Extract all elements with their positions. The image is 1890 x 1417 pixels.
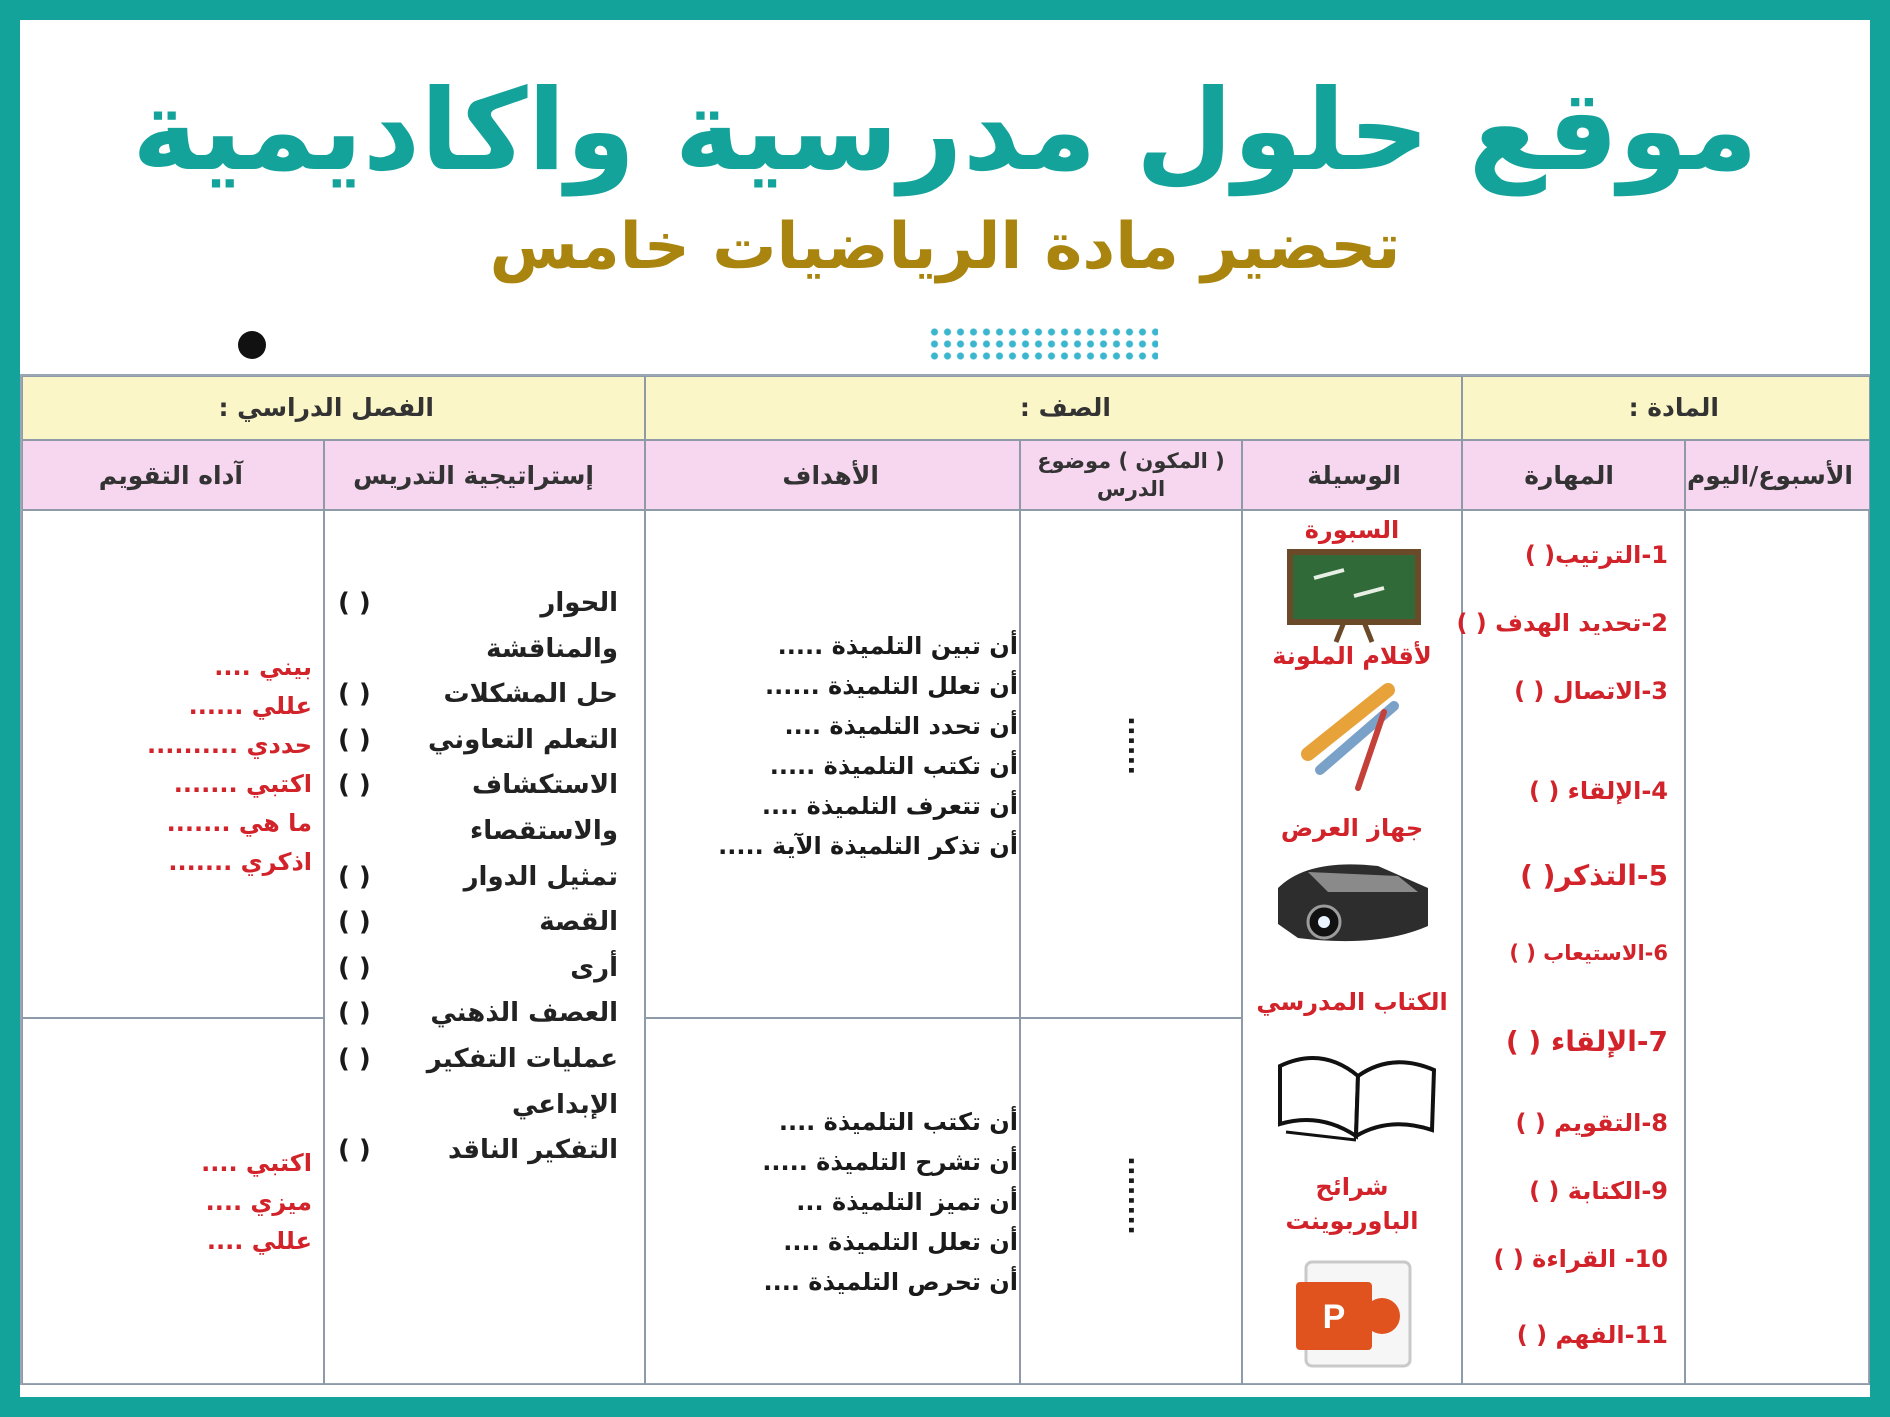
skill-item: 1-الترتيب( ) <box>1524 541 1668 569</box>
assessment-item: عللي .... <box>206 1227 312 1255</box>
assessment-item: ميزي .... <box>205 1188 312 1216</box>
assessment-item: بيني .... <box>214 653 312 681</box>
header-goals <box>645 440 1020 510</box>
goal-item: أن تعلل التلميذة .... <box>783 1228 1018 1256</box>
header-week-day <box>1685 440 1870 510</box>
skill-item: 6-الاستيعاب ( ) <box>1509 941 1668 965</box>
assessment-item: ما هي ....... <box>166 809 312 837</box>
header-lesson <box>1020 440 1242 510</box>
header-skill-label: المهارة <box>1524 461 1614 490</box>
strategy-item: التعلم التعاوني ( ) <box>338 724 618 755</box>
assessment-list-1 <box>122 648 312 882</box>
lesson-placeholder-2: ........ <box>1122 1156 1152 1236</box>
goal-item: أن تشرح التلميذة ..... <box>762 1148 1018 1176</box>
pencils-icon <box>1298 676 1408 796</box>
skill-item: 7-الإلقاء ( ) <box>1505 1025 1668 1058</box>
lesson-plan-table <box>20 374 1870 1385</box>
skill-item: 10- القراءة ( ) <box>1493 1245 1668 1273</box>
site-title: موقع حلول مدرسية واكاديمية <box>132 66 1758 196</box>
strategy-item: الإبداعي <box>511 1089 618 1120</box>
svg-text:P: P <box>1322 1298 1346 1336</box>
goal-item: أن تتعرف التلميذة .... <box>761 792 1018 820</box>
tool-book-label: الكتاب المدرسي <box>1256 988 1448 1016</box>
assessment-list-2 <box>122 1144 312 1261</box>
strategy-list <box>338 581 638 1174</box>
goal-item: أن تكتب التلميذة ..... <box>769 752 1018 780</box>
tool-powerpoint-label: شرائح الباوربوينت <box>1285 1173 1419 1235</box>
tool-pencils-label: لأقلام الملونة <box>1272 642 1432 670</box>
header-lesson-label: ( المكون ) موضوع الدرس <box>1037 449 1225 501</box>
projector-icon <box>1268 848 1438 958</box>
decorative-dot <box>238 331 266 359</box>
goals-list-1 <box>678 626 1018 866</box>
header-strategy-label: إستراتيجية التدريس <box>353 461 594 490</box>
week-day-body <box>1685 510 1870 1385</box>
blackboard-icon <box>1284 548 1424 644</box>
tool-projector-label: جهاز العرض <box>1280 814 1424 842</box>
header-goals-label: الأهداف <box>782 461 879 490</box>
subject-label: المادة : <box>1628 393 1719 422</box>
strategy-item: العصف الذهني ( ) <box>338 998 618 1029</box>
assessment-item: اكتبي .... <box>201 1149 312 1177</box>
header-tool <box>1242 440 1462 510</box>
goal-item: أن تعلل التلميذة ...... <box>764 672 1018 700</box>
goal-item: أن تكتب التلميذة .... <box>778 1108 1018 1136</box>
goal-item: أن تميز التلميذة ... <box>796 1188 1018 1216</box>
assessment-item: حددي .......... <box>147 731 312 759</box>
skill-item: 4-الإلقاء ( ) <box>1529 777 1668 805</box>
lesson-placeholder-1: ...... <box>1122 716 1152 776</box>
header-assessment-label: آداه التقويم <box>98 461 243 490</box>
skill-item: 8-التقويم ( ) <box>1515 1109 1668 1137</box>
strategy-item: الحوار ( ) <box>338 588 618 618</box>
assessment-item: اذكري ....... <box>168 848 312 876</box>
subject-cell <box>1462 376 1870 440</box>
header-week-day-label: الأسبوع/اليوم <box>1686 461 1853 490</box>
strategy-item: عمليات التفكير ( ) <box>338 1043 618 1074</box>
grade-label: الصف : <box>1019 393 1111 422</box>
assessment-item: اكتبي ....... <box>173 770 312 798</box>
skill-item: 2-تحديد الهدف ( ) <box>1456 609 1668 637</box>
book-icon <box>1272 1036 1442 1146</box>
strategy-item: أرى ( ) <box>338 952 618 983</box>
skill-item: 11-الفهم ( ) <box>1516 1321 1668 1349</box>
header-strategy <box>324 440 645 510</box>
goal-item: أن تذكر التلميذة الآية ..... <box>718 832 1018 860</box>
skills-list <box>1456 541 1668 1381</box>
skill-item: 5-التذكر( ) <box>1520 859 1668 892</box>
header-tool-label: الوسيلة <box>1307 461 1401 490</box>
sub-title: تحضير مادة الرياضيات خامس <box>489 210 1401 284</box>
goal-item: أن تحدد التلميذة .... <box>784 712 1018 740</box>
goals-list-2 <box>678 1102 1018 1302</box>
grade-cell <box>645 376 1462 440</box>
strategy-item: تمثيل الدوار ( ) <box>338 861 618 892</box>
strategy-item: القصة ( ) <box>338 907 618 938</box>
skill-item: 3-الاتصال ( ) <box>1514 677 1668 705</box>
goal-item: أن تحرص التلميذة .... <box>763 1268 1018 1296</box>
powerpoint-icon <box>1290 1256 1420 1374</box>
strategy-item: والمناقشة <box>486 633 618 664</box>
term-label: الفصل الدراسي : <box>218 393 434 422</box>
header-skill <box>1462 440 1685 510</box>
skill-item: 9-الكتابة ( ) <box>1529 1177 1668 1205</box>
term-cell <box>22 376 645 440</box>
goal-item: أن تبين التلميذة ..... <box>777 632 1018 660</box>
assessment-item: عللي ...... <box>188 692 312 720</box>
strategy-item: التفكير الناقد ( ) <box>338 1135 618 1166</box>
strategy-item: الاستكشاف ( ) <box>338 770 618 801</box>
strategy-item: والاستقصاء <box>469 815 618 846</box>
tool-blackboard-label: السبورة <box>1304 516 1400 544</box>
strategy-item: حل المشكلات ( ) <box>338 679 618 710</box>
ministry-logo <box>928 326 1158 360</box>
header-assessment <box>22 440 324 510</box>
